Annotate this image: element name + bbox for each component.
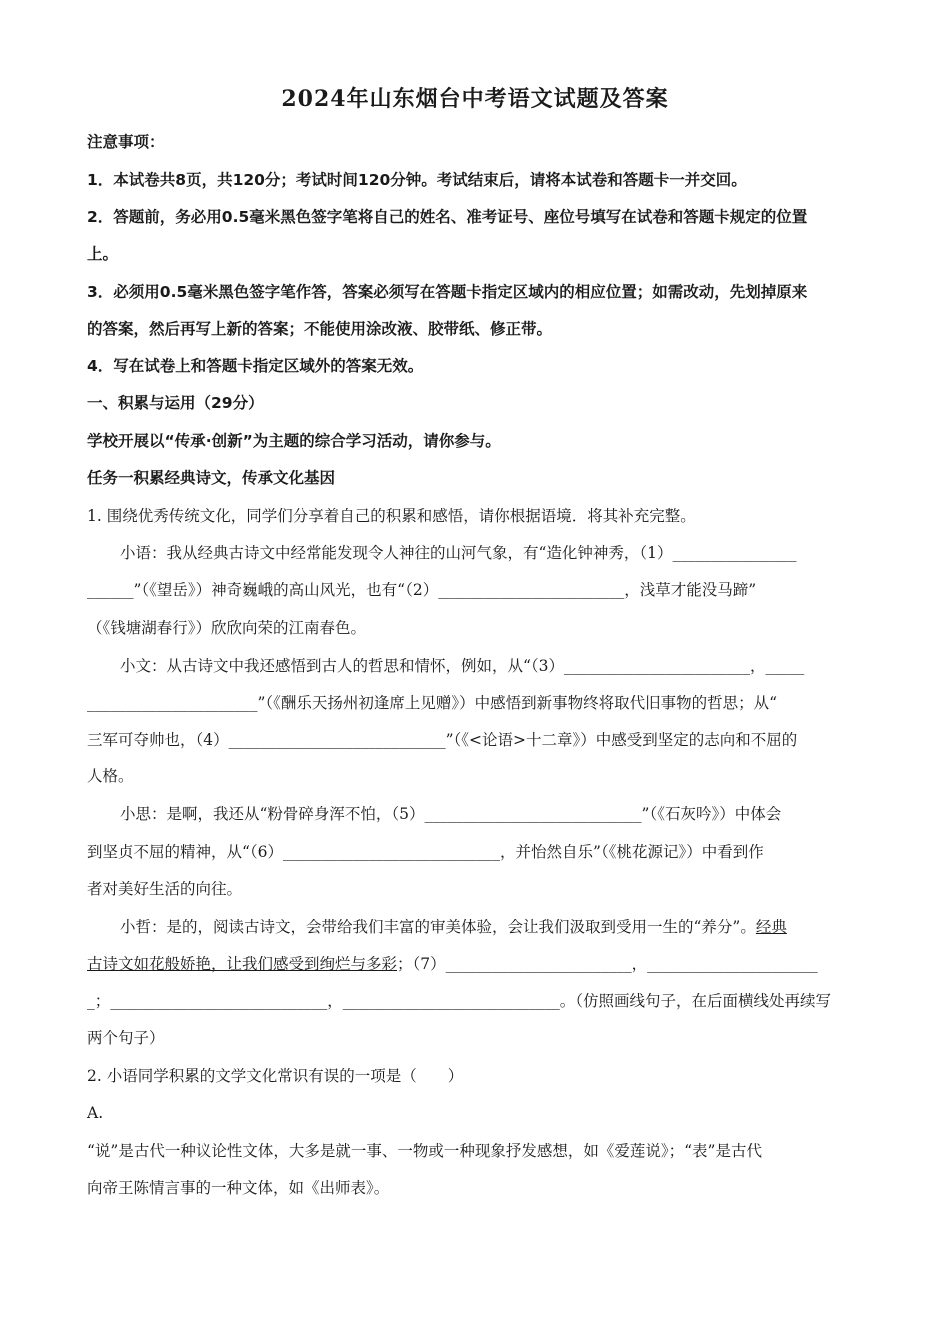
- option-a-line-1: “说”是古代一种议论性文体，大多是就一事、一物或一种现象抒发感想，如《爱莲说》；“表”是古代: [87, 1142, 762, 1160]
- notice-item-4: 4．写在试卷上和答题卡指定区域外的答案无效。: [87, 357, 424, 375]
- q1-line-6: 三军可夺帅也，（4）____________________________”（《<论语>十二章》）中感受到坚定的志向和不屈的: [87, 731, 798, 749]
- section-heading: 一、积累与运用（29分）: [87, 394, 264, 412]
- notice-item-3: 3．必须用0.5毫米黑色签字笔作答，答案必须写在答题卡指定区域内的相应位置；如需改动，先划掉原来: [87, 283, 808, 301]
- option-a-label: A.: [87, 1104, 104, 1122]
- underlined-sentence-start: 经典: [755, 918, 787, 936]
- notice-item-2: 2．答题前，务必用0.5毫米黑色签字笔将自己的姓名、准考证号、座位号填写在试卷和答题卡规定的位置: [87, 208, 808, 226]
- q1-line-4: 小文：从古诗文中我还感悟到古人的哲思和情怀，例如，从“（3）________________________，_____: [120, 657, 805, 675]
- q1-line-11: [120, 916, 787, 938]
- notice-item-3-cont: 的答案，然后再写上新的答案；不能使用涂改液、胶带纸、修正带。: [87, 320, 553, 338]
- underlined-sentence: 古诗文如花般娇艳，让我们感受到绚烂与多彩: [87, 955, 398, 973]
- q1-line-7: 人格。: [87, 767, 134, 785]
- notice-item-2-cont: 上。: [87, 245, 119, 263]
- q1-line-3: （《钱塘湖春行》）欣欣向荣的江南春色。: [87, 619, 367, 637]
- q1-line-8: 小思：是啊，我还从“粉骨碎身浑不怕，（5）____________________________”（《石灰吟》）中体会: [120, 805, 782, 823]
- notice-heading: 注意事项：: [87, 133, 165, 151]
- question-2-stem: 2. 小语同学积累的文学文化常识有误的一项是（ ）: [87, 1067, 464, 1085]
- task-heading: 任务一积累经典诗文，传承文化基因: [87, 469, 336, 487]
- q1-line-10: 者对美好生活的向往。: [87, 880, 243, 898]
- q1-line-5: ______________________”（《酬乐天扬州初逢席上见赠》）中感悟到新事物终将取代旧事物的哲思；从“: [87, 694, 778, 712]
- q1-line-12: [87, 953, 818, 975]
- q1-line-13: _；____________________________，____________________________。（仿照画线句子，在后面横线处再续写: [87, 992, 832, 1010]
- q1-line-11-text: 小哲：是的，阅读古诗文，会带给我们丰富的审美体验，会让我们汲取到受用一生的“养分”。: [120, 918, 756, 936]
- q1-line-14: 两个句子）: [87, 1029, 165, 1047]
- q1-line-9: 到坚贞不屈的精神，从“（6）____________________________，并怡然自乐”（《桃花源记》）中看到作: [87, 843, 764, 861]
- q1-line-1: 小语：我从经典古诗文中经常能发现令人神往的山河气象，有“造化钟神秀，（1）________________: [120, 544, 797, 562]
- q1-line-12-rest: ；（7）________________________，______________________: [397, 955, 818, 973]
- option-a-line-2: 向帝王陈情言事的一种文体，如《出师表》。: [87, 1179, 390, 1197]
- question-1-stem: 1. 围绕优秀传统文化，同学们分享着自己的积累和感悟，请你根据语境．将其补充完整。: [87, 507, 696, 525]
- section-intro: 学校开展以“传承·创新”为主题的综合学习活动，请你参与。: [87, 432, 501, 450]
- notice-item-1: 1．本试卷共8页，共120分；考试时间120分钟。考试结束后，请将本试卷和答题卡一并交回。: [87, 171, 747, 189]
- q1-line-2: ______”（《望岳》）神奇巍峨的高山风光，也有“（2）________________________，浅草才能没马蹄”: [87, 581, 757, 599]
- page-title: 2024年山东烟台中考语文试题及答案: [281, 86, 669, 112]
